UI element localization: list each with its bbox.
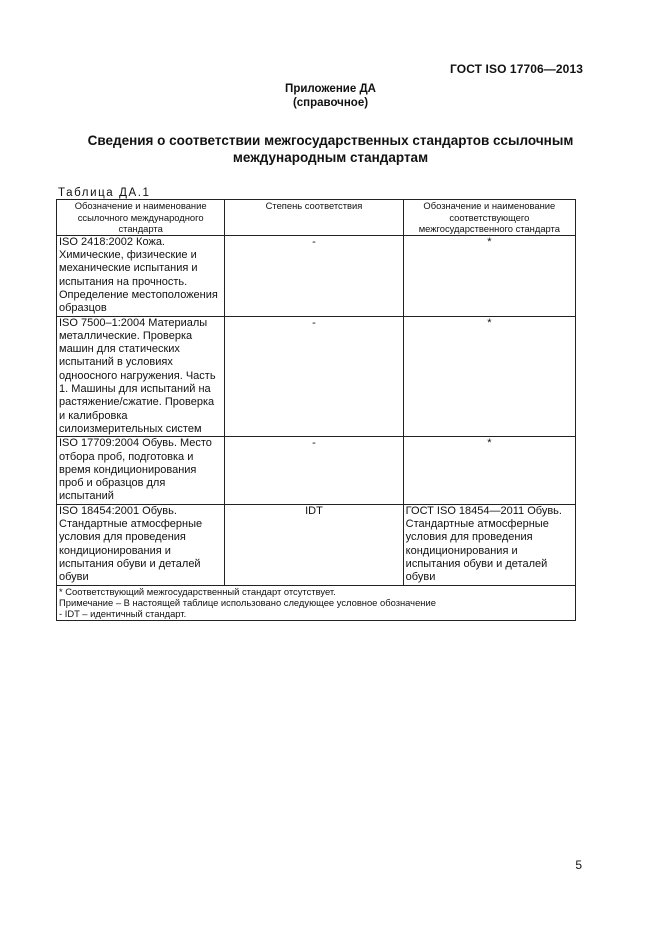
header-interstate-standard: Обозначение и наименование соответствующего межгосударственного стандарта: [403, 200, 575, 236]
page-title: [40, 132, 621, 166]
degree-cell: IDT: [225, 504, 403, 585]
table-header-row: [57, 200, 576, 236]
table-footnotes: [57, 585, 576, 620]
header-degree-of-correspondence: Степень соответствия: [225, 200, 403, 236]
page-title-line-2: международным стандартам: [232, 150, 429, 165]
appendix-heading: [0, 82, 661, 110]
table-row: [57, 316, 576, 437]
footnote-note: Примечание – В настоящей таблице использовано следующее условное обозначение: [59, 596, 436, 608]
footnote-idt: - IDT – идентичный стандарт.: [59, 608, 187, 620]
reference-standard-cell: ISO 7500–1:2004 Материалы металлические. Проверка машин для статических испытаний в условиях одноосного нагружения. Часть 1. Машины для испытаний на растяжение/сжатие. Проверка и калибровка силоизмерительных систем: [57, 316, 225, 437]
interstate-standard-cell: *: [403, 235, 575, 316]
interstate-standard-cell: ГОСТ ISO 18454—2011 Обувь. Стандартные атмосферные условия для проведения кондиционирования и испытания обуви и деталей обуви: [403, 504, 575, 585]
interstate-standard-cell: *: [403, 316, 575, 437]
page-number: 5: [575, 858, 582, 872]
interstate-standard-cell: *: [403, 437, 575, 504]
footnote-asterisk: * Соответствующий межгосударственный стандарт отсутствует.: [59, 585, 336, 597]
standards-correspondence-table: [56, 199, 576, 621]
appendix-title: Приложение ДА: [285, 83, 376, 95]
reference-standard-cell: ISO 2418:2002 Кожа. Химические, физические и механические испытания и испытания на прочность. Определение местоположения образцов: [57, 235, 225, 316]
degree-cell: -: [225, 437, 403, 504]
table-row: [57, 437, 576, 504]
degree-cell: -: [225, 235, 403, 316]
document-code: ГОСТ ISO 17706—2013: [450, 62, 583, 76]
degree-cell: -: [225, 316, 403, 437]
table-caption: Таблица ДА.1: [58, 187, 151, 199]
reference-standard-cell: ISO 17709:2004 Обувь. Место отбора проб, подготовка и время кондиционирования проб и образцов для испытаний: [57, 437, 225, 504]
table-footnote-row: [57, 585, 576, 620]
table-row: [57, 235, 576, 316]
page-title-line-1: Сведения о соответствии межгосударственных стандартов ссылочным: [87, 133, 574, 148]
reference-standard-cell: ISO 18454:2001 Обувь. Стандартные атмосферные условия для проведения кондиционирования и испытания обуви и деталей обуви: [57, 504, 225, 585]
appendix-subtitle: (справочное): [292, 97, 369, 109]
table-row: [57, 504, 576, 585]
header-reference-standard: Обозначение и наименование ссылочного международного стандарта: [57, 200, 225, 236]
